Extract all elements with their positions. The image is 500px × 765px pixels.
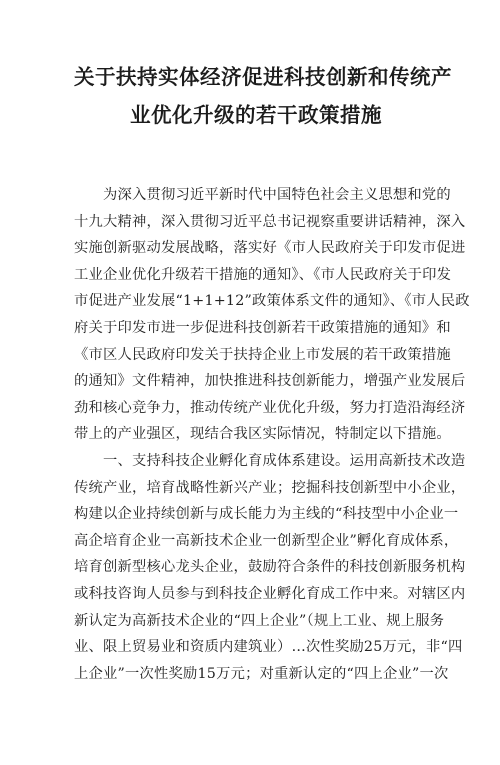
text-line: 构建以企业持续创新与成长能力为主线的“科技型中小企业一 — [74, 506, 459, 523]
text-line: 《市区人民政府印发关于扶持企业上市发展的若干政策措施 — [74, 346, 451, 363]
text-line: 十九大精神，深入贯彻习近平总书记视察重要讲话精神，深入 — [74, 213, 466, 230]
paragraph-intro — [74, 182, 470, 448]
text-line: 新认定为高新技术企业的“四上企业”（规上工业、规上服务 — [74, 612, 445, 629]
text-line: 培育创新型核心龙头企业，鼓励符合条件的科技创新服务机构 — [74, 559, 466, 576]
document-body — [74, 182, 470, 687]
text-line: 的通知》文件精神，加快推进科技创新能力，增强产业发展后 — [74, 373, 466, 390]
document-title — [74, 58, 452, 134]
title-line: 业优化升级的若干政策措施 — [130, 103, 382, 127]
text-line: 上企业”一次性奖励15万元；对重新认定的“四上企业”一次 — [74, 665, 449, 682]
text-line: 工业企业优化升级若干措施的通知》、《市人民政府关于印发 — [74, 266, 452, 283]
text-line: 实施创新驱动发展战略，落实好《市人民政府关于印发市促进 — [74, 240, 466, 257]
text-line: 或科技咨询人员参与到科技企业孵化育成工作中来。对辖区内 — [74, 585, 466, 602]
text-line: 劲和核心竞争力，推动传统产业优化升级，努力打造沿海经济 — [74, 399, 466, 416]
text-line: 带上的产业强区，现结合我区实际情况，特制定以下措施。 — [74, 426, 451, 443]
text-line: 传统产业，培育战略性新兴产业；挖掘科技创新型中小企业， — [74, 479, 466, 496]
paragraph-section-1 — [74, 448, 466, 687]
text-line: 高企培育企业一高新技术企业一创新型企业”孵化育成体系， — [74, 532, 459, 549]
text-line: 府关于印发市进一步促进科技创新若干政策措施的通知》和 — [74, 319, 451, 336]
text-line: 业、限上贸易业和资质内建筑业）…次性奖励25万元，非“四 — [74, 639, 463, 656]
text-line: 市促进产业发展“1+1+12”政策体系文件的通知》、《市人民政 — [74, 293, 470, 310]
text-line: 为深入贯彻习近平新时代中国特色社会主义思想和党的 — [103, 187, 451, 203]
document-page — [0, 58, 500, 765]
title-line: 关于扶持实体经济促进科技创新和传统产 — [74, 65, 452, 89]
text-line: 一、支持科技企业孵化育成体系建设。运用高新技术改造 — [103, 452, 466, 469]
